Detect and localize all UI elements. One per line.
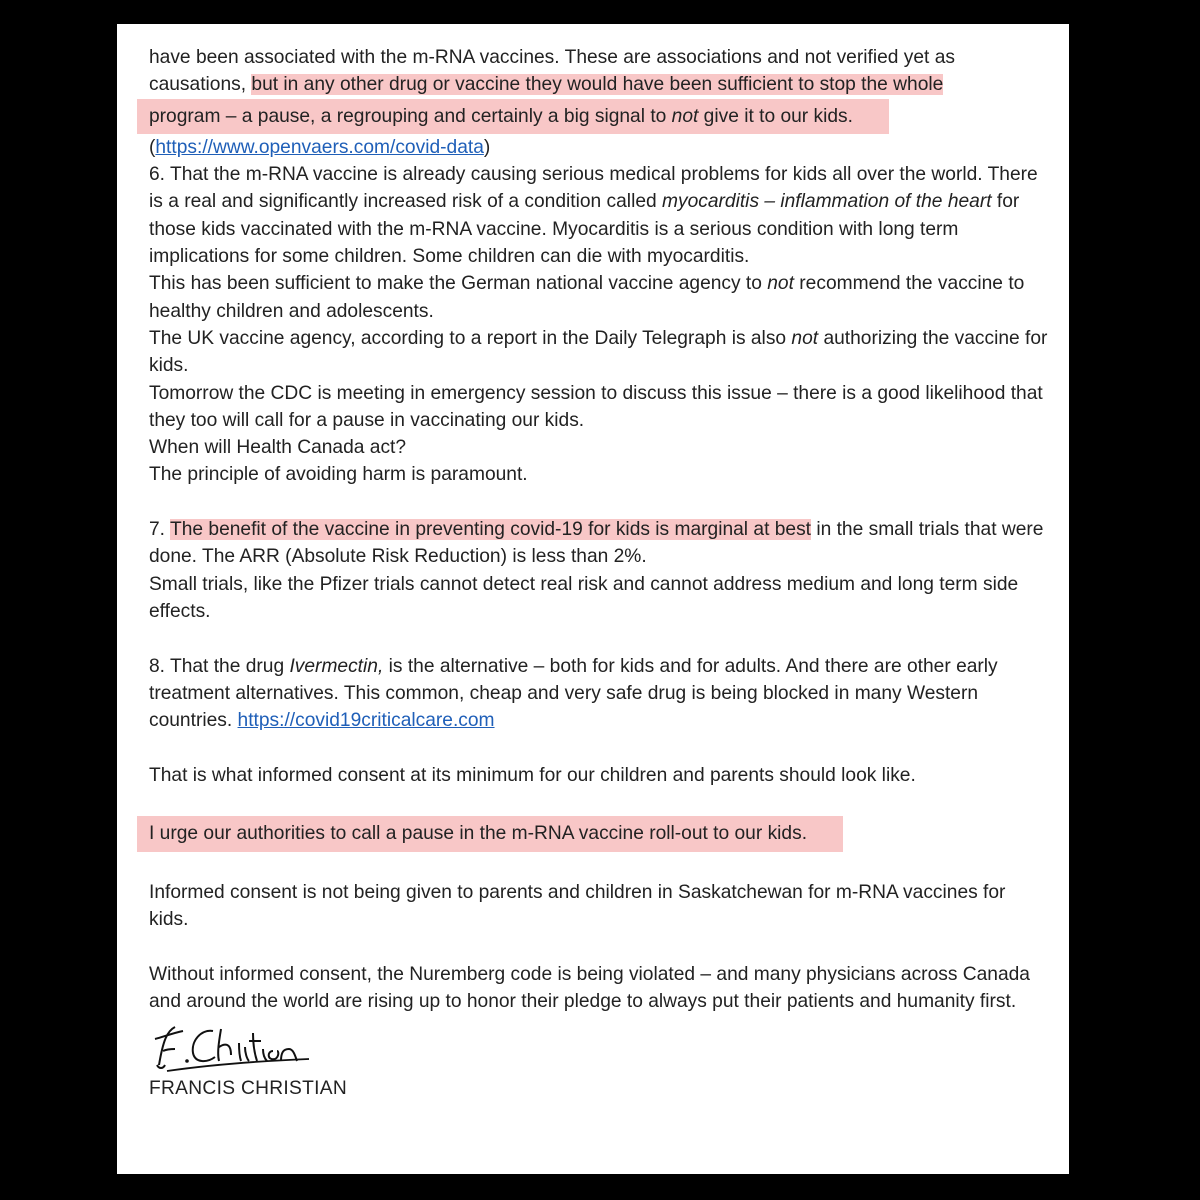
signature-block <box>149 1021 1049 1102</box>
paragraph-point-6: 6. That the m-RNA vaccine is already causing serious medical problems for kids all over the world. There is a real and significantly increased risk of a condition called myocarditis – inflammation of the heart for those kids vaccinated with the m-RNA vaccine. Myocarditis is a serious condition with long term implications for some children. Some children can die with myocarditis. <box>149 164 1038 268</box>
paragraph-urge <box>149 816 1049 851</box>
paragraph-point-7: 7. The benefit of the vaccine in preventing covid-19 for kids is marginal at best in the small trials that were done. The ARR (Absolute Risk Reduction) is less than 2%. <box>149 519 1044 568</box>
covid19criticalcare-link[interactable]: https://covid19criticalcare.com <box>237 710 495 732</box>
document-page <box>117 24 1069 1174</box>
paragraph-germany: This has been sufficient to make the German national vaccine agency to not recommend the vaccine to healthy children and adolescents. <box>149 273 1025 322</box>
paragraph-vaers: have been associated with the m-RNA vaccines. These are associations and not verified yet as causations, but in any other drug or vaccine they would have been sufficient to stop the whole program – a pause, a regrouping and certainly a big signal to not give it to our kids. (https://www.openvaers.com/covid-data) <box>149 44 1049 161</box>
highlighted-text: I urge our authorities to call a pause in the m-RNA vaccine roll-out to our kids. <box>137 816 843 851</box>
paragraph-avoid-harm: The principle of avoiding harm is paramount. <box>149 464 528 486</box>
paragraph-health-canada: When will Health Canada act? <box>149 437 407 459</box>
text-line: have been associated with the m-RNA vaccines. These are associations and not verified yet as <box>149 47 955 68</box>
highlighted-text: but in any other drug or vaccine they would have been sufficient to stop the whole <box>251 74 944 96</box>
signer-name: FRANCIS CHRISTIAN <box>149 1078 348 1100</box>
paragraph-small-trials: Small trials, like the Pfizer trials cannot detect real risk and cannot address medium and long term side effects. <box>149 573 1019 622</box>
paragraph-saskatchewan: Informed consent is not being given to parents and children in Saskatchewan for m-RNA vaccines for kids. <box>149 881 1006 931</box>
highlighted-text: program – a pause, a regrouping and certainly a big signal to not give it to our kids. <box>137 99 889 134</box>
paragraph-cdc: Tomorrow the CDC is meeting in emergency session to discuss this issue – there is a good likelihood that they too will call for a pause in vaccinating our kids. <box>149 382 1043 431</box>
handwritten-signature <box>149 1021 319 1075</box>
paragraph-informed-consent: That is what informed consent at its minimum for our children and parents should look like. <box>149 764 916 786</box>
highlighted-text: The benefit of the vaccine in preventing covid-19 for kids is marginal at best <box>170 519 811 541</box>
text-line: causations, <box>149 74 252 96</box>
signature-image <box>149 1021 1049 1075</box>
openvaers-link[interactable]: https://www.openvaers.com/covid-data <box>155 136 484 158</box>
paragraph-point-8: 8. That the drug Ivermectin, is the alternative – both for kids and for adults. And there are other early treatment alternatives. This common, cheap and very safe drug is being blocked in many Western countries. https://covid19criticalcare.com <box>149 655 998 732</box>
paragraph-uk: The UK vaccine agency, according to a report in the Daily Telegraph is also not authorizing the vaccine for kids. <box>149 327 1048 377</box>
paragraph-nuremberg: Without informed consent, the Nuremberg code is being violated – and many physicians across Canada and around the world are rising up to honor their pledge to always put their patients and humanity first. <box>149 963 1030 1013</box>
letter-body <box>149 44 1049 1103</box>
